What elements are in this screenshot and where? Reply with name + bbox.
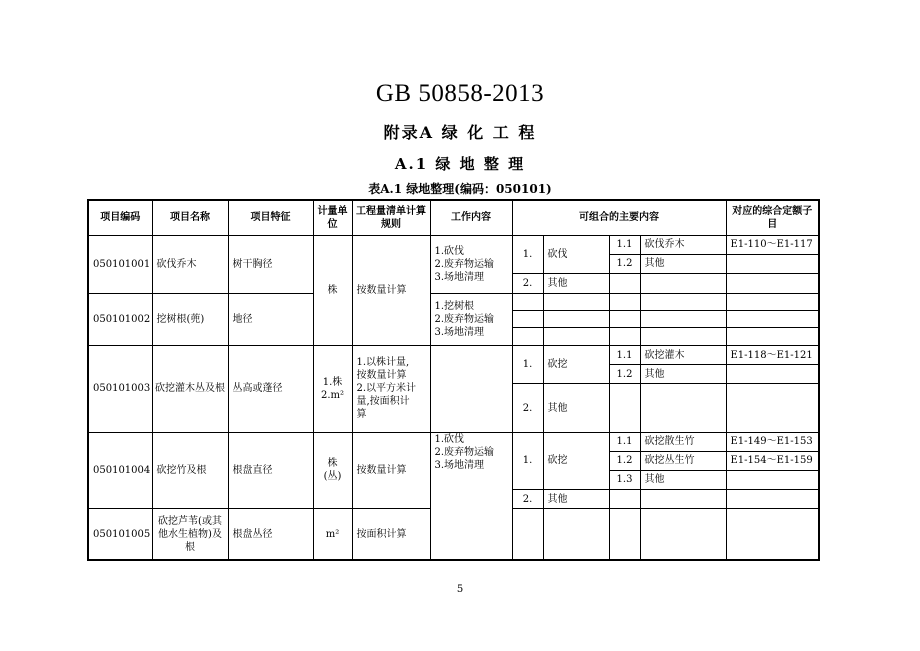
- table-row: [88, 293, 819, 310]
- work-step: 1.砍伐: [434, 433, 465, 445]
- rule-line: 量,按面积计: [356, 396, 410, 408]
- item-name: 砍挖芦苇(或其他水生植物)及根: [152, 509, 228, 560]
- quota-range: E1-154～E1-159: [726, 451, 819, 470]
- combo-sub-no: 1.3: [609, 470, 640, 489]
- empty-cell: [609, 509, 640, 560]
- item-rule: 按面积计算: [352, 509, 430, 560]
- empty-cell: [543, 311, 609, 328]
- header-combinable: 可组合的主要内容: [512, 200, 726, 235]
- item-feature: 树干胸径: [228, 235, 313, 293]
- table-caption: 表A.1 绿地整理(编码：050101): [368, 182, 552, 196]
- empty-cell: [430, 346, 512, 432]
- header-work: 工作内容: [430, 200, 512, 235]
- empty-cell: [640, 328, 726, 346]
- item-rule: 按数量计算: [352, 432, 430, 508]
- work-step: 3.场地清理: [434, 271, 485, 283]
- item-name: 挖树根(蔸): [152, 293, 228, 345]
- combo-label: 其他: [543, 273, 609, 293]
- item-unit: m²: [313, 509, 352, 560]
- combo-label: 其他: [543, 384, 609, 432]
- table-row: [88, 346, 819, 365]
- work-step: 2.废弃物运输: [434, 258, 495, 270]
- combo-no: 1.: [512, 346, 543, 384]
- empty-cell: [726, 293, 819, 310]
- table-header-row: [88, 200, 819, 235]
- header-name: 项目名称: [152, 200, 228, 235]
- empty-cell: [640, 490, 726, 509]
- item-unit: 株: [313, 235, 352, 346]
- empty-cell: [726, 328, 819, 346]
- empty-cell: [726, 273, 819, 293]
- empty-cell: [543, 328, 609, 346]
- empty-cell: [726, 490, 819, 509]
- item-name: 砍挖竹及根: [152, 432, 228, 508]
- empty-cell: [609, 328, 640, 346]
- combo-no: 2.: [512, 273, 543, 293]
- empty-cell: [609, 490, 640, 509]
- rule-line: 按数量计算: [356, 370, 407, 382]
- unit-line: 株: [327, 458, 338, 470]
- combo-sub-label: 砍挖灌木: [640, 346, 726, 365]
- item-code: 050101003: [88, 346, 152, 432]
- item-feature: 丛高或蓬径: [228, 346, 313, 432]
- header-rule: 工程量清单计算规则: [352, 200, 430, 235]
- empty-cell: [640, 273, 726, 293]
- work-step: 1.挖树根: [434, 301, 475, 313]
- unit-line: (丛): [323, 471, 342, 483]
- work-step: 1.砍伐: [434, 245, 465, 257]
- combo-no: 2.: [512, 384, 543, 432]
- item-work-shared: [430, 432, 512, 560]
- quota-table: [87, 199, 820, 561]
- item-unit: [313, 346, 352, 432]
- table-row: [88, 432, 819, 451]
- empty-cell: [609, 273, 640, 293]
- item-unit: [313, 432, 352, 508]
- combo-sub-label: 砍伐乔木: [640, 235, 726, 254]
- quota-range: [726, 365, 819, 384]
- empty-cell: [512, 328, 543, 346]
- combo-sub-label: 其他: [640, 470, 726, 489]
- section-title: A.1 绿 地 整 理: [394, 155, 526, 173]
- header-code: 项目编码: [88, 200, 152, 235]
- work-step: 2.废弃物运输: [434, 314, 495, 326]
- item-work: [430, 293, 512, 345]
- item-work: [430, 235, 512, 293]
- quota-range: E1-110～E1-117: [726, 235, 819, 254]
- item-code: 050101002: [88, 293, 152, 345]
- combo-sub-no: 1.2: [609, 451, 640, 470]
- item-code: 050101001: [88, 235, 152, 293]
- empty-cell: [512, 509, 543, 560]
- header-feature: 项目特征: [228, 200, 313, 235]
- rule-line: 2.以平方米计: [356, 383, 417, 395]
- empty-cell: [640, 293, 726, 310]
- combo-sub-no: 1.1: [609, 432, 640, 451]
- empty-cell: [640, 384, 726, 432]
- combo-sub-label: 其他: [640, 365, 726, 384]
- combo-sub-label: 其他: [640, 254, 726, 273]
- item-feature: 地径: [228, 293, 313, 345]
- empty-cell: [640, 509, 726, 560]
- empty-cell: [609, 293, 640, 310]
- rule-line: 1.以株计量,: [356, 357, 410, 369]
- unit-line: 1.株: [322, 376, 343, 388]
- work-step: 3.场地清理: [434, 327, 485, 339]
- empty-cell: [609, 311, 640, 328]
- unit-line: 2.m²: [320, 389, 345, 401]
- quota-range: E1-149～E1-153: [726, 432, 819, 451]
- combo-label: 砍伐: [543, 235, 609, 273]
- combo-sub-no: 1.2: [609, 365, 640, 384]
- item-feature: 根盘丛径: [228, 509, 313, 560]
- item-rule: 按数量计算: [352, 235, 430, 346]
- item-code: 050101005: [88, 509, 152, 560]
- combo-sub-no: 1.1: [609, 235, 640, 254]
- work-step: 3.场地清理: [434, 459, 485, 471]
- table-row: [88, 235, 819, 254]
- item-name: 砍挖灌木丛及根: [152, 346, 228, 432]
- combo-label: 砍挖: [543, 432, 609, 489]
- empty-cell: [543, 293, 609, 310]
- combo-no: 2.: [512, 490, 543, 509]
- header-unit: 计量单位: [313, 200, 352, 235]
- appendix-title: 附录A 绿 化 工 程: [383, 123, 537, 142]
- empty-cell: [726, 311, 819, 328]
- combo-sub-no: 1.2: [609, 254, 640, 273]
- quota-range: [726, 470, 819, 489]
- empty-cell: [512, 311, 543, 328]
- combo-label: 砍挖: [543, 346, 609, 384]
- combo-label: 其他: [543, 490, 609, 509]
- empty-cell: [726, 509, 819, 560]
- rule-line: 算: [356, 409, 367, 421]
- document-code: GB 50858-2013: [375, 80, 545, 107]
- item-feature: 根盘直径: [228, 432, 313, 508]
- combo-sub-label: 砍挖丛生竹: [640, 451, 726, 470]
- combo-sub-label: 砍挖散生竹: [640, 432, 726, 451]
- empty-cell: [726, 384, 819, 432]
- page-number: 5: [456, 584, 464, 595]
- empty-cell: [512, 293, 543, 310]
- empty-cell: [609, 384, 640, 432]
- quota-range: E1-118～E1-121: [726, 346, 819, 365]
- header-quota: 对应的综合定额子目: [726, 200, 819, 235]
- combo-no: 1.: [512, 235, 543, 273]
- work-step: 2.废弃物运输: [434, 446, 495, 458]
- empty-cell: [640, 311, 726, 328]
- item-code: 050101004: [88, 432, 152, 508]
- item-name: 砍伐乔木: [152, 235, 228, 293]
- quota-range: [726, 254, 819, 273]
- item-rule: [352, 346, 430, 432]
- combo-sub-no: 1.1: [609, 346, 640, 365]
- empty-cell: [543, 509, 609, 560]
- combo-no: 1.: [512, 432, 543, 489]
